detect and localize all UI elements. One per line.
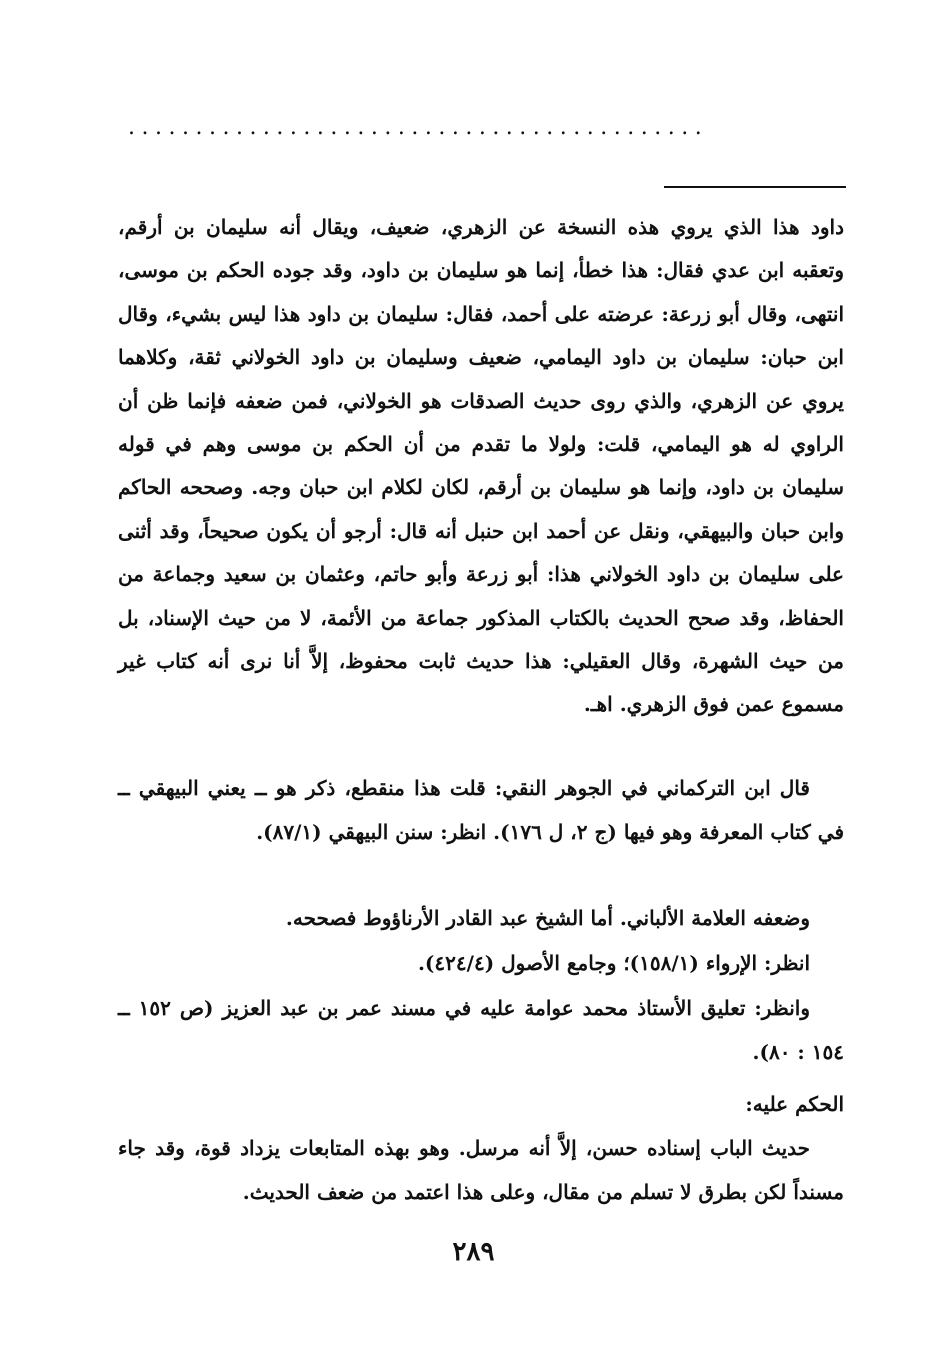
section-heading: الحكم عليه: xyxy=(745,1092,844,1116)
page-number: ٢٨٩ xyxy=(452,1237,495,1267)
paragraph-ruling: حديث الباب إسناده حسن، إلاَّ أنه مرسل. وهو بهذه المتابعات يزداد قوة، وقد جاء مسنداً لكن بطرق لا تسلم من مقال، وعلى هذا اعتمد من ضعف الحديث. xyxy=(118,1136,844,1204)
paragraph-references: انظر: الإرواء (١٥٨/١)؛ وجامع الأصول (٤٢٤/٤). xyxy=(417,951,810,975)
paragraph-awwama: وانظر: تعليق الأستاذ محمد عوامة عليه في مسند عمر بن عبد العزيز (ص ١٥٢ ــ ١٥٤ : ٨٠). xyxy=(118,996,844,1064)
paragraph-albani: وضعفه العلامة الألباني. أما الشيخ عبد القادر الأرناؤوط فصححه. xyxy=(285,906,810,930)
footnote-rule xyxy=(664,186,846,188)
footnote-block xyxy=(118,206,844,727)
paragraph-turkmani: قال ابن التركماني في الجوهر النقي: قلت هذا منقطع، ذكر هو ــ يعني البيهقي ــ في كتاب المعرفة وهو فيها (ج ٢، ل ١٧٦). انظر: سنن البيهقي (٨٧/١). xyxy=(118,776,844,844)
paragraph-main: داود هذا الذي يروي هذه النسخة عن الزهري، ضعيف، ويقال أنه سليمان بن أرقم، وتعقبه ابن عدي فقال: هذا خطأ، إنما هو سليمان بن داود، وقد جوده الحكم بن موسى، انتهى، وقال أبو زرعة: عرضته على أحمد، فقال: سليمان بن داود هذا ليس بشيء، وقال ابن حبان: سليمان بن داود اليمامي، ضعيف وسليمان بن داود الخولاني ثقة، وكلاهما يروي عن الزهري، والذي روى حديث الصدقات هو الخولاني، فمن ضعفه فإنما ظن أن الراوي له هو اليمامي، قلت: ولولا ما تقدم من أن الحكم بن موسى وهم في قوله سليمان بن داود، وإنما هو سليمان بن أرقم، لكان لكلام ابن حبان وجه. وصححه الحاكم وابن حبان والبيهقي، ونقل عن أحمد ابن حنبل أنه قال: أرجو أن يكون صحيحاً، وقد أثنى على سليمان بن داود الخولاني هذا: أبو زرعة وأبو حاتم، وعثمان بن سعيد وجماعة من الحفاظ، وقد صحح الحديث بالكتاب المذكور جماعة من الأئمة، لا من حيث الإسناد، بل من حيث الشهرة، وقال العقيلي: هذا حديث ثابت محفوظ، إلاَّ أنا نرى أنه كتاب غير مسموع عمن فوق الزهري. اهـ. xyxy=(118,215,844,717)
separator-dots: ........................................... xyxy=(128,116,709,140)
